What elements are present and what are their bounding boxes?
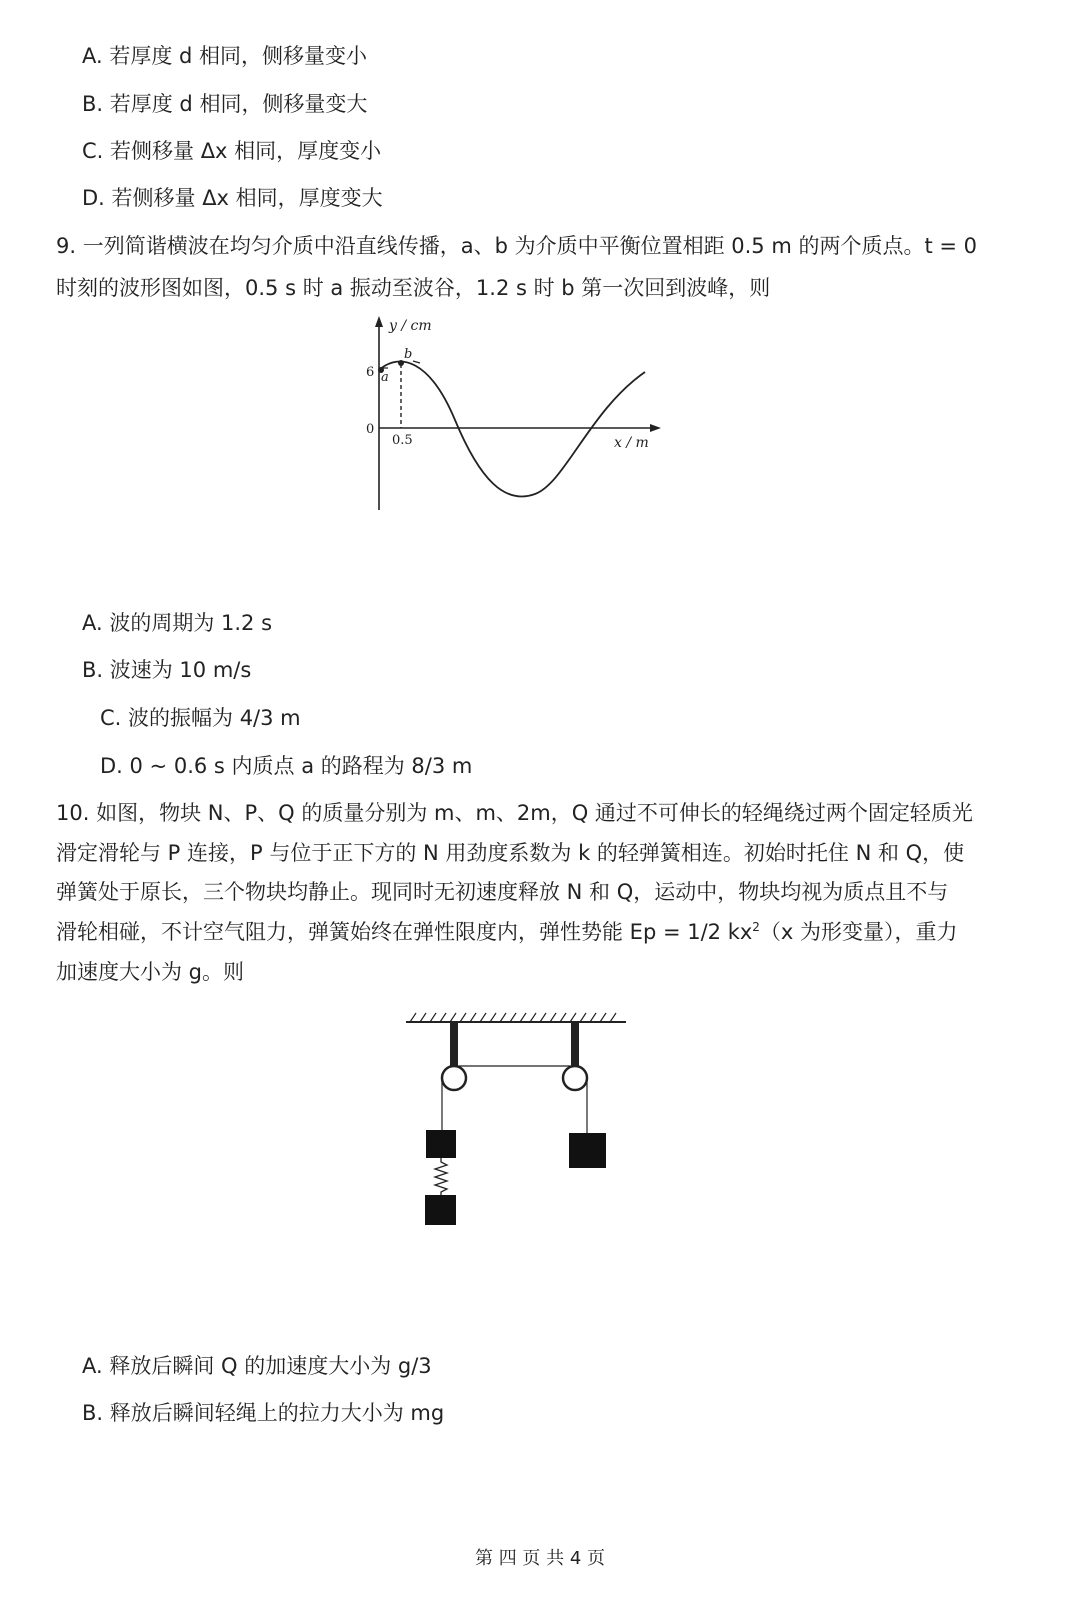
y-axis-arrow (375, 316, 383, 327)
block-n (425, 1195, 456, 1225)
point-b-label: b (404, 347, 413, 362)
prev-option-d: D. 若侧移量 Δx 相同，厚度变大 (82, 186, 383, 210)
block-p (426, 1130, 456, 1158)
left-pulley (442, 1066, 466, 1090)
q10-option-b: B. 释放后瞬间轻绳上的拉力大小为 mg (82, 1401, 445, 1425)
spring (435, 1158, 447, 1195)
q10-stem-line4-tail: （x 为形变量），重力 (759, 920, 958, 944)
prev-option-b: B. 若厚度 d 相同，侧移量变大 (82, 92, 368, 116)
q9-wave-figure (340, 310, 680, 520)
q10-stem-line4-text: 滑轮相碰，不计空气阻力，弹簧始终在弹性限度内，弹性势能 Ep = 1/2 kx (56, 920, 753, 944)
y-axis-label: y / cm (389, 318, 432, 334)
q10-stem-line1: 10. 如图，物块 N、P、Q 的质量分别为 m、m、2m，Q 通过不可伸长的轻绳绕过两个固定轻质光 (56, 801, 973, 825)
y-tick-6: 6 (366, 365, 375, 380)
origin-label: 0 (366, 422, 375, 437)
q10-stem-line3: 弹簧处于原长，三个物块均静止。现同时无初速度释放 N 和 Q，运动中，物块均视为质点且不与 (56, 880, 949, 904)
x-axis-label: x / m (614, 435, 649, 451)
left-pulley-support (450, 1022, 458, 1070)
ceiling-hatching (410, 1013, 616, 1022)
q9-option-b: B. 波速为 10 m/s (82, 658, 252, 682)
q9-stem-line1: 9. 一列简谐横波在均匀介质中沿直线传播，a、b 为介质中平衡位置相距 0.5 m 的两个质点。t = 0 (56, 234, 978, 258)
q9-option-c: C. 波的振幅为 4/3 m (100, 706, 301, 730)
q9-option-d: D. 0 ~ 0.6 s 内质点 a 的路程为 8/3 m (100, 754, 473, 778)
b-tick (413, 361, 420, 363)
q10-pulley-figure (400, 1005, 635, 1230)
q10-stem-line4 (56, 916, 958, 946)
block-q (569, 1133, 606, 1168)
q10-stem-line5: 加速度大小为 g。则 (56, 960, 245, 984)
q10-stem-line2: 滑定滑轮与 P 连接，P 与位于正下方的 N 用劲度系数为 k 的轻弹簧相连。初始时托住 N 和 Q，使 (56, 841, 965, 865)
superscript-2: 2 (752, 920, 760, 934)
right-pulley-support (571, 1022, 579, 1070)
point-a-label: a (381, 370, 389, 385)
wave-curve (379, 362, 645, 497)
prev-option-c: C. 若侧移量 Δx 相同，厚度变小 (82, 139, 382, 163)
q9-stem-line2: 时刻的波形图如图，0.5 s 时 a 振动至波谷，1.2 s 时 b 第一次回到波峰，则 (56, 276, 771, 300)
right-pulley (563, 1066, 587, 1090)
prev-option-a: A. 若厚度 d 相同，侧移量变小 (82, 44, 368, 68)
x-tick-05: 0.5 (392, 433, 413, 448)
q9-option-a: A. 波的周期为 1.2 s (82, 611, 273, 635)
page-footer: 第 四 页 共 4 页 (474, 1548, 606, 1569)
x-axis-arrow (650, 424, 661, 432)
q10-option-a: A. 释放后瞬间 Q 的加速度大小为 g/3 (82, 1354, 432, 1378)
